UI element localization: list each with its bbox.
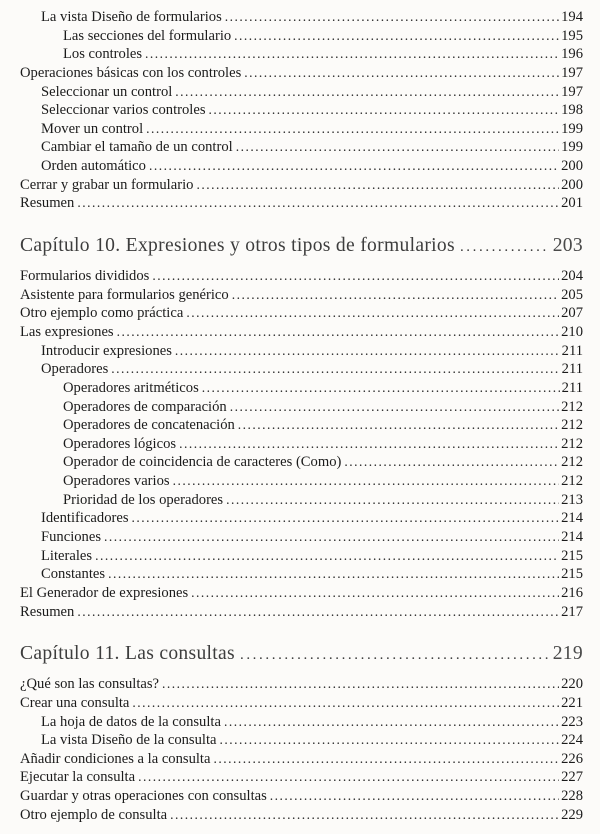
dot-leader <box>236 138 559 157</box>
toc-entry-row <box>20 713 583 732</box>
toc-page-number: 204 <box>561 268 583 285</box>
dot-leader <box>145 45 559 64</box>
toc-entry-row <box>20 547 583 566</box>
dot-leader <box>202 379 560 398</box>
dot-leader <box>152 267 559 286</box>
toc-page-number: 212 <box>561 473 583 490</box>
dot-leader <box>225 8 559 27</box>
toc-entry-row <box>20 379 583 398</box>
toc-entry-label: Operador de coincidencia de caracteres (Como) <box>63 454 342 471</box>
toc-entry-row <box>20 675 583 694</box>
toc-entry-label: Introducir expresiones <box>41 342 172 359</box>
toc-entry-row <box>20 694 583 713</box>
toc-page-number: 199 <box>561 139 583 156</box>
toc-page-number: 212 <box>561 417 583 434</box>
dot-leader <box>146 120 559 139</box>
toc-page-number: 227 <box>561 769 583 786</box>
toc-entry-label: Operadores varios <box>63 473 170 490</box>
toc-entry-row <box>20 267 583 286</box>
toc-entry-label: Identificadores <box>41 510 129 527</box>
toc-entry-row <box>20 286 583 305</box>
toc-entry-label: Ejecutar la consulta <box>20 769 136 786</box>
toc-entry-label: Las expresiones <box>20 323 114 340</box>
dot-leader <box>213 750 559 769</box>
toc-entry-label: Operadores lógicos <box>63 435 177 452</box>
dot-leader <box>230 398 559 417</box>
dot-leader <box>240 640 549 670</box>
toc-entry-label: Capítulo 10. Expresiones y otros tipos de formularios <box>20 235 455 257</box>
toc-entry-row <box>20 176 583 195</box>
toc-entry-row <box>20 768 583 787</box>
toc-page-number: 200 <box>561 158 583 175</box>
toc-entry-row <box>20 806 583 825</box>
toc-entry-label: Operadores de concatenación <box>63 417 235 434</box>
toc-page-number: 200 <box>561 176 583 193</box>
toc-page-number: 212 <box>561 454 583 471</box>
toc-entry-row <box>20 731 583 750</box>
toc-chapter-row <box>20 639 583 669</box>
toc-entry-row <box>20 491 583 510</box>
toc-entry-label: La vista Diseño de formularios <box>41 9 222 25</box>
toc-entry-label: Orden automático <box>41 158 146 175</box>
dot-leader <box>104 528 559 547</box>
toc-entry-label: Añadir condiciones a la consulta <box>20 750 211 767</box>
toc-page-number: 221 <box>561 694 583 711</box>
dot-leader <box>77 603 559 622</box>
toc-chapter-row <box>20 231 583 261</box>
toc-page-number: 212 <box>561 435 583 452</box>
toc-entry-label: El Generador de expresiones <box>20 584 189 601</box>
toc-page-number: 198 <box>561 102 583 119</box>
toc-page-number: 194 <box>561 9 583 25</box>
dot-leader <box>117 323 559 342</box>
toc-entry-label: Seleccionar un control <box>41 83 173 100</box>
dot-leader <box>138 768 559 787</box>
dot-leader <box>224 713 559 732</box>
toc-page-number: 213 <box>561 491 583 508</box>
dot-leader <box>108 565 559 584</box>
toc-entry-row <box>20 398 583 417</box>
toc-entry-label: Literales <box>41 547 93 564</box>
dot-leader <box>344 453 559 472</box>
toc-page-number: 217 <box>561 603 583 620</box>
toc-entry-label: Capítulo 11. Las consultas <box>20 643 235 665</box>
toc-entry-label: Guardar y otras operaciones con consultas <box>20 788 267 805</box>
dot-leader <box>209 101 560 120</box>
toc-entry-label: Resumen <box>20 195 75 212</box>
toc-page-number: 216 <box>561 584 583 601</box>
toc-page-number: 196 <box>561 46 583 63</box>
toc-entry-row <box>20 509 583 528</box>
toc-entry-row <box>20 528 583 547</box>
toc-page-number: 211 <box>561 379 583 396</box>
dot-leader <box>232 286 559 305</box>
toc-entry-label: Formularios divididos <box>20 268 150 285</box>
dot-leader <box>238 416 559 435</box>
toc-entry-row <box>20 453 583 472</box>
dot-leader <box>132 694 559 713</box>
toc-entry-label: Operadores <box>41 361 109 378</box>
toc-page-number: 211 <box>561 342 583 359</box>
toc-entry-row <box>20 360 583 379</box>
toc-entry-label: Operaciones básicas con los controles <box>20 64 242 81</box>
toc-entry-label: Constantes <box>41 566 106 583</box>
toc-entry-label: Mover un control <box>41 120 144 137</box>
toc-entry-label: Cerrar y grabar un formulario <box>20 176 194 193</box>
dot-leader <box>191 584 559 603</box>
toc-entry-row <box>20 603 583 622</box>
dot-leader <box>460 232 549 262</box>
toc-entry-row <box>20 101 583 120</box>
toc-entry-label: Prioridad de los operadores <box>63 491 224 508</box>
toc-page-number: 207 <box>561 305 583 322</box>
toc-entry-label: Resumen <box>20 603 75 620</box>
toc-entry-label: ¿Qué son las consultas? <box>20 676 160 693</box>
toc-entry-row <box>20 750 583 769</box>
toc-entry-label: Cambiar el tamaño de un control <box>41 139 233 156</box>
toc-entry-row <box>20 8 583 27</box>
dot-leader <box>186 304 559 323</box>
toc-page-number: 214 <box>561 510 583 527</box>
toc-page-number: 215 <box>561 566 583 583</box>
toc-entry-row <box>20 157 583 176</box>
toc-entry-label: Seleccionar varios controles <box>41 102 206 119</box>
toc-entry-label: Otro ejemplo como práctica <box>20 305 184 322</box>
toc-page-number: 197 <box>561 64 583 81</box>
toc-entry-row <box>20 435 583 454</box>
toc-page-number: 195 <box>561 27 583 44</box>
dot-leader <box>219 731 559 750</box>
dot-leader <box>175 83 559 102</box>
toc-page-number: 212 <box>561 398 583 415</box>
toc-entry-row <box>20 194 583 213</box>
toc-entry-label: Las secciones del formulario <box>63 27 232 44</box>
toc-entry-row <box>20 565 583 584</box>
dot-leader <box>170 806 559 825</box>
toc-entry-row <box>20 27 583 46</box>
toc-entry-label: Asistente para formularios genérico <box>20 286 229 303</box>
toc-entry-label: La vista Diseño de la consulta <box>41 732 217 749</box>
toc-page-number: 223 <box>561 713 583 730</box>
toc-entry-row <box>20 323 583 342</box>
dot-leader <box>234 27 559 46</box>
toc-page-number: 201 <box>561 195 583 212</box>
toc-entry-label: Operadores de comparación <box>63 398 227 415</box>
toc-entry-row <box>20 120 583 139</box>
toc-entry-row <box>20 45 583 64</box>
toc-entry-row <box>20 472 583 491</box>
toc-page-number: 224 <box>561 732 583 749</box>
toc-entry-label: Operadores aritméticos <box>63 379 199 396</box>
toc-entry-row <box>20 584 583 603</box>
dot-leader <box>77 194 559 213</box>
toc-page-number: 215 <box>561 547 583 564</box>
toc-page-number: 226 <box>561 750 583 767</box>
toc-entry-row <box>20 64 583 83</box>
toc-entry-row <box>20 342 583 361</box>
toc-entry-label: La hoja de datos de la consulta <box>41 713 221 730</box>
toc-page-number: 214 <box>561 529 583 546</box>
toc-page-number: 199 <box>561 120 583 137</box>
toc-page-number: 219 <box>552 643 583 665</box>
toc-page-number: 228 <box>561 788 583 805</box>
toc-page-number: 229 <box>561 806 583 823</box>
toc-page-number: 205 <box>561 286 583 303</box>
dot-leader <box>226 491 559 510</box>
toc-entry-label: Funciones <box>41 529 101 546</box>
toc-page-number: 197 <box>561 83 583 100</box>
dot-leader <box>132 509 560 528</box>
dot-leader <box>175 342 560 361</box>
dot-leader <box>244 64 559 83</box>
toc-entry-row <box>20 416 583 435</box>
toc-page-number: 211 <box>561 361 583 378</box>
toc-entry-row <box>20 83 583 102</box>
dot-leader <box>162 675 559 694</box>
toc-page-number: 210 <box>561 323 583 340</box>
dot-leader <box>270 787 559 806</box>
toc-entry-row <box>20 787 583 806</box>
dot-leader <box>173 472 560 491</box>
dot-leader <box>179 435 559 454</box>
toc-entry-row <box>20 138 583 157</box>
dot-leader <box>196 176 559 195</box>
toc-entry-label: Otro ejemplo de consulta <box>20 806 168 823</box>
dot-leader <box>149 157 559 176</box>
toc-page-number: 203 <box>552 235 583 257</box>
toc-entry-label: Los controles <box>63 46 143 63</box>
toc-entry-row <box>20 304 583 323</box>
toc-entry-label: Crear una consulta <box>20 694 130 711</box>
dot-leader <box>111 360 559 379</box>
toc-list <box>20 8 583 824</box>
dot-leader <box>95 547 559 566</box>
toc-page-number: 220 <box>561 676 583 693</box>
